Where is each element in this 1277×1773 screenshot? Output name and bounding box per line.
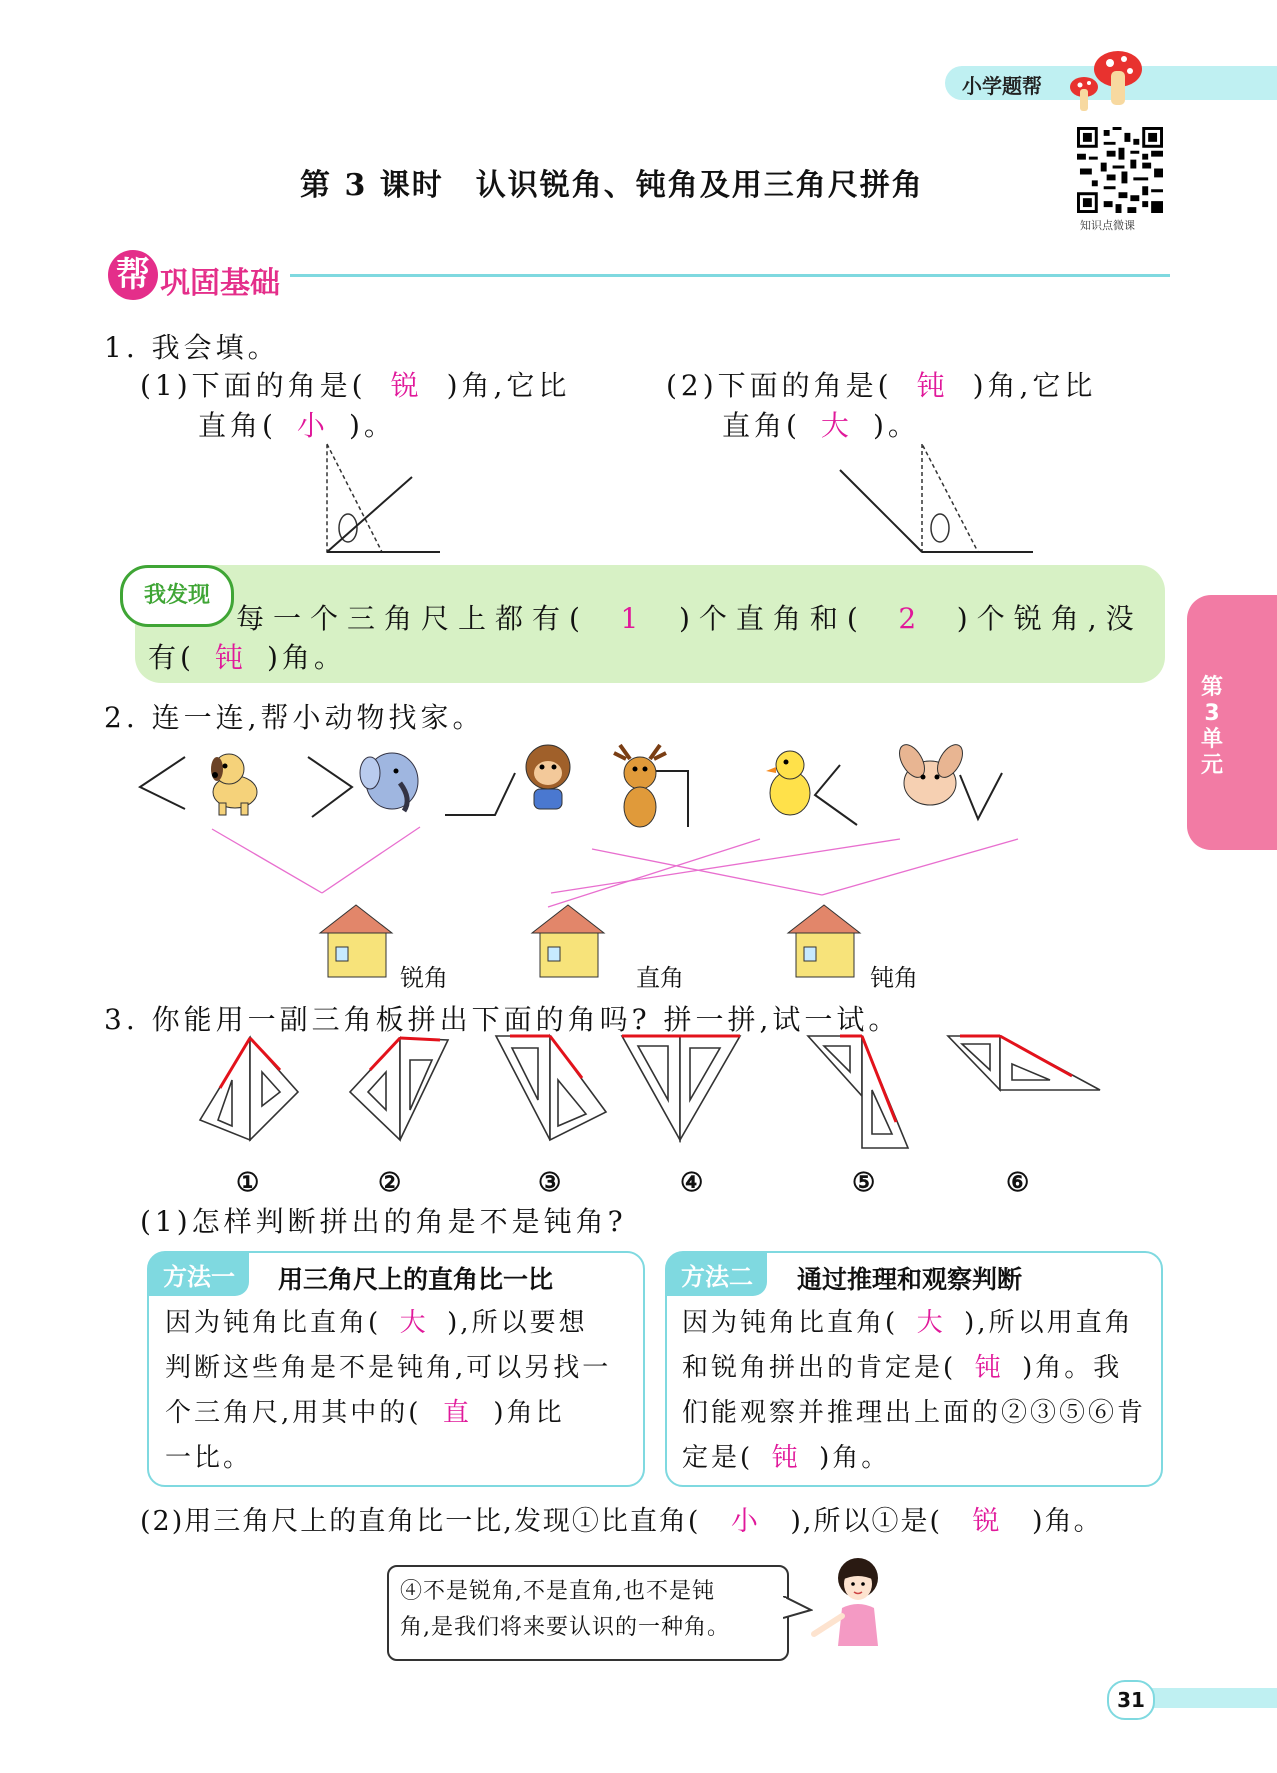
unit-tab-label: 第3单元 [1200,675,1223,778]
match-line [551,839,900,893]
house-icon [532,905,604,977]
house-label-obtuse: 钝角 [870,964,918,992]
combo-1 [200,1038,298,1140]
answer: 锐 [390,369,423,402]
discover-line1: 每一个三角尺上都有( 1 )个直角和( 2 )个锐角,没 [236,602,1143,635]
method-two-line2: 和锐角拼出的肯定是( 钝 )角。我 [682,1346,1122,1391]
method-two-line3: 们能观察并推理出上面的②③⑤⑥肯 [682,1398,1147,1428]
section-title: 巩固基础 [160,266,280,301]
discover-line2: 有( 钝 )角。 [148,636,346,676]
method-two-line1: 因为钝角比直角( 大 ),所以用直角 [682,1301,1134,1346]
combo-number-1: ① [236,1168,260,1198]
dog-icon [211,754,257,815]
note-line2: 角,是我们将来要认识的一种角。 [400,1615,730,1640]
method-two-tag: 方法二 [667,1253,767,1296]
matching-figure [100,735,1160,995]
answer: 直 [442,1398,472,1428]
section-divider [290,274,1170,277]
combo-number-4: ④ [680,1168,704,1198]
match-lines [212,827,1018,907]
section-badge: 帮 [108,250,158,300]
method-one-line1: 因为钝角比直角( 大 ),所以要想 [165,1301,588,1346]
answer: 1 [620,602,648,635]
angle-3 [445,773,515,815]
combo-4 [622,1036,740,1140]
q1-part2-line1: (2)下面的角是( 钝 )角,它比 [666,364,1096,404]
obtuse-angle-figure [838,440,1038,560]
mushroom-icon [1068,45,1148,115]
q1-part1-line1: (1)下面的角是( 锐 )角,它比 [140,364,570,404]
q1-part1-line2: 直角( 小 )。 [198,404,396,444]
method-two-title: 通过推理和观察判断 [797,1265,1023,1294]
angle-2 [308,757,352,817]
house-label-right: 直角 [636,964,684,992]
q3-sub2: (2)用三角尺上的直角比一比,发现①比直角( 小 ),所以①是( 锐 )角。 [140,1499,1103,1538]
match-line [212,829,322,893]
house-icon [320,905,392,977]
moose-icon [614,745,666,827]
angle-1 [140,757,185,809]
method-one-title: 用三角尺上的直角比一比 [278,1265,554,1294]
match-line [322,827,420,893]
q3-heading: 3. 你能用一副三角板拼出下面的角吗? 拼一拼,试一试。 [104,1003,901,1036]
girl-icon [808,1556,898,1656]
combo-number-2: ② [378,1168,402,1198]
method-one-line3: 个三角尺,用其中的( 直 )角比 [165,1391,565,1436]
answer: 大 [820,409,853,442]
method-one-line2: 判断这些角是不是钝角,可以另找一 [165,1353,612,1383]
acute-angle-figure [320,440,445,560]
brand-label: 小学题帮 [962,74,1042,98]
triangle-combos [190,1030,1120,1160]
discover-badge: 我发现 [120,565,234,627]
angle-6 [960,773,1002,819]
combo-2 [350,1038,448,1140]
rabbit-icon [894,740,967,805]
answer: 大 [399,1308,429,1338]
combo-number-5: ⑤ [852,1168,876,1198]
method-two-line4: 定是( 钝 )角。 [682,1436,890,1481]
answer: 2 [898,602,926,635]
combo-number-3: ③ [538,1168,562,1198]
answer: 大 [916,1308,946,1338]
answer: 小 [730,1506,760,1537]
answer: 钝 [974,1353,1004,1383]
combo-6 [948,1036,1100,1090]
chick-icon [766,751,810,815]
combo-3 [496,1036,606,1140]
page-number: 31 [1107,1680,1155,1720]
match-line [822,839,1018,895]
qr-caption: 知识点微课 [1080,219,1135,232]
q2-heading: 2. 连一连,帮小动物找家。 [104,701,485,734]
answer: 钝 [214,641,247,674]
angle-5 [815,765,857,825]
combo-number-6: ⑥ [1006,1168,1030,1198]
match-line [548,839,760,907]
combo-5 [808,1036,908,1148]
lesson-title: 第 3 课时 认识锐角、钝角及用三角尺拼角 [300,168,924,203]
answer: 小 [296,409,329,442]
method-one-line4: 一比。 [165,1443,253,1473]
monkey-icon [526,745,570,809]
house-icon [788,905,860,977]
q1-heading: 1. 我会填。 [104,331,280,364]
qr-code-icon[interactable] [1077,127,1163,213]
q3-sub1: (1)怎样判断拼出的角是不是钝角? [140,1205,627,1238]
method-one-tag: 方法一 [149,1253,249,1296]
elephant-icon [360,753,418,811]
answer: 钝 [916,369,949,402]
note-line1: ④不是锐角,不是直角,也不是钝 [400,1579,715,1604]
q1-part2-line2: 直角( 大 )。 [722,404,920,444]
answer: 锐 [972,1506,1002,1537]
answer: 钝 [771,1443,801,1473]
house-label-acute: 锐角 [400,964,448,992]
